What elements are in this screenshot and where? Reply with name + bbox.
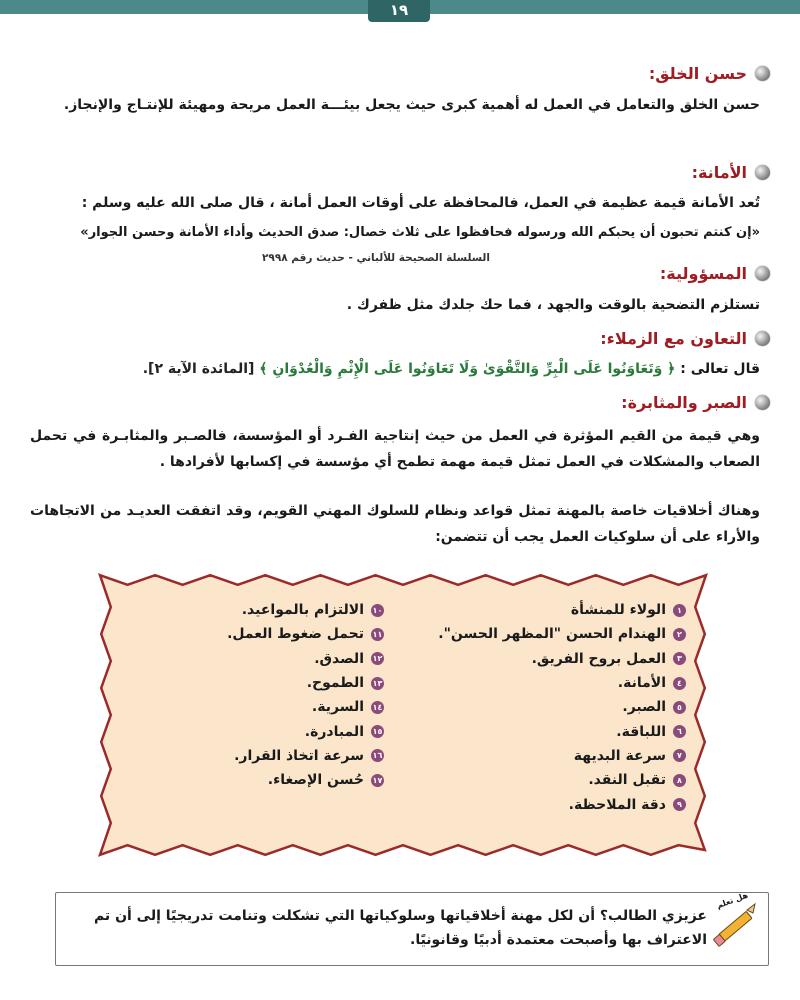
- bullet-icon: [755, 266, 770, 281]
- bullet-icon: [755, 395, 770, 410]
- item-number-badge: ١: [673, 604, 686, 617]
- item-text: السرية.: [311, 699, 364, 716]
- item-text: المبادرة.: [304, 723, 364, 740]
- tip-box: [55, 892, 767, 964]
- tip-text: عزيزي الطالب؟ أن لكل مهنة أخلاقياتها وسلوكياتها التي تشكلت وتنامت تدريجيًا إلى أن تم الاعتراف بها وأصبحت معتمدة أدبيًا وقانونيًا.: [93, 908, 707, 948]
- list-item: [227, 671, 384, 695]
- verse-reference: [المائدة الآية ٢].: [142, 361, 255, 377]
- heading-text: التعاون مع الزملاء:: [600, 329, 747, 348]
- item-number-badge: ٣: [673, 652, 686, 665]
- list-item: [227, 647, 384, 671]
- item-number-badge: ١٤: [372, 702, 383, 712]
- item-text: العمل بروح الفريق.: [531, 650, 666, 667]
- page-number: ١٩: [368, 0, 430, 22]
- list-item: [438, 671, 686, 695]
- item-number-badge: ١٥: [372, 727, 383, 737]
- item-text: الهندام الحسن "المظهر الحسن".: [438, 626, 666, 643]
- list-item: [438, 622, 686, 646]
- heading-text: المسؤولية:: [659, 264, 747, 283]
- item-text: دقة الملاحظة.: [568, 796, 666, 813]
- verse-line: [143, 361, 760, 377]
- list-item: [227, 719, 384, 743]
- ethics-intro: وهناك أخلاقيات خاصة بالمهنة تمثل قواعد ونظام للسلوك المهني القويم، وقد اتفقت العديـد من الاتجاهات والأراء على أن سلوكيات العمل يجب أن تتضمن:: [30, 503, 760, 545]
- item-text: الطموح.: [306, 675, 364, 692]
- bullet-icon: [755, 331, 770, 346]
- item-number-badge: ١٦: [372, 751, 383, 761]
- list-item: [438, 768, 686, 792]
- heading-taawun: [600, 329, 770, 348]
- amana-line-1: تُعد الأمانة قيمة عظيمة في العمل، فالمحافظة على أوقات العمل أمانة ، قال صلى الله عليه وسلم :: [81, 195, 760, 211]
- heading-sabr: [621, 393, 770, 412]
- list-item: [227, 598, 384, 622]
- list-item: [438, 792, 686, 816]
- heading-amana: [692, 163, 770, 182]
- paragraph-sabr: وهي قيمة من القيم المؤثرة في العمل من حيث إنتاجية الفـرد أو المؤسسة، فالصـبر والمثابـرة في تحمل الصعاب والمشكلات في العمل تمثل قيمة مهمة تطمح أي مؤسسة في إكسابها لأفرادها .: [30, 428, 760, 470]
- item-text: الصدق.: [314, 650, 364, 667]
- item-number-badge: ٩: [673, 798, 686, 811]
- item-text: سرعة اتخاذ القرار.: [234, 747, 364, 764]
- bullet-icon: [755, 66, 770, 81]
- list-item: [438, 719, 686, 743]
- ethics-list-left: [227, 598, 384, 792]
- item-text: اللباقة.: [616, 723, 666, 740]
- item-text: الصبر.: [622, 699, 666, 716]
- item-number-badge: ٤: [673, 677, 686, 690]
- heading-masuliya: [660, 264, 770, 283]
- item-text: سرعة البديهة: [573, 747, 666, 764]
- heading-text: الأمانة:: [691, 163, 747, 182]
- ethics-list-right: [438, 598, 686, 817]
- list-item: [438, 695, 686, 719]
- heading-text: الصبر والمثابرة:: [621, 393, 747, 412]
- item-number-badge: ٦: [673, 725, 686, 738]
- list-item: [438, 598, 686, 622]
- item-number-badge: ٢: [673, 628, 686, 641]
- item-number-badge: ٨: [673, 774, 686, 787]
- item-number-badge: ٧: [673, 749, 686, 762]
- item-text: الولاء للمنشأة: [570, 602, 666, 619]
- item-text: تحمل ضغوط العمل.: [227, 626, 364, 643]
- item-number-badge: ١٣: [372, 678, 383, 688]
- list-item: [438, 647, 686, 671]
- list-item: [227, 695, 384, 719]
- paragraph-husn-khuluq: حسن الخلق والتعامل في العمل له أهمية كبرى حيث يجعل بيئـــة العمل مريحة ومهيئة للإنتـاج والإنجاز.: [63, 97, 760, 113]
- ethics-list-box: [92, 566, 714, 864]
- item-text: الأمانة.: [617, 675, 666, 692]
- hadith-quote: «إن كنتم تحبون أن يحبكم الله ورسوله فحافظوا على ثلاث خصال: صدق الحديث وأداء الأمانة وحسن الجوار»: [80, 225, 760, 240]
- item-number-badge: ١٧: [372, 775, 383, 785]
- bullet-icon: [755, 165, 770, 180]
- list-item: [438, 744, 686, 768]
- item-text: تقبل النقد.: [588, 772, 666, 789]
- item-number-badge: ١٢: [372, 654, 383, 664]
- item-number-badge: ٥: [673, 701, 686, 714]
- list-item: [227, 768, 384, 792]
- item-text: حُسن الإصغاء.: [267, 772, 364, 789]
- quran-verse: ﴿ وَتَعَاوَنُوا عَلَى الْبِرِّ وَالتَّقْوَىٰ وَلَا تَعَاوَنُوا عَلَى الْإِثْمِ وَالْعُدْوَانِ ﴾: [259, 361, 676, 377]
- item-number-badge: ١١: [372, 629, 383, 639]
- list-item: [227, 622, 384, 646]
- item-number-badge: ١٠: [372, 605, 383, 615]
- hadith-source: السلسلة الصحيحة للألباني - حديث رقم ٢٩٩٨: [262, 252, 490, 264]
- item-text: الالتزام بالمواعيد.: [241, 602, 364, 619]
- heading-husn-khuluq: [649, 64, 770, 83]
- tip-label: هل تعلم: [715, 890, 750, 911]
- heading-text: حسن الخلق:: [648, 64, 747, 83]
- paragraph-masuliya: تستلزم التضحية بالوقت والجهد ، فما حك جلدك مثل ظفرك .: [346, 297, 760, 313]
- list-item: [227, 744, 384, 768]
- verse-prefix: قال تعالى :: [680, 361, 760, 377]
